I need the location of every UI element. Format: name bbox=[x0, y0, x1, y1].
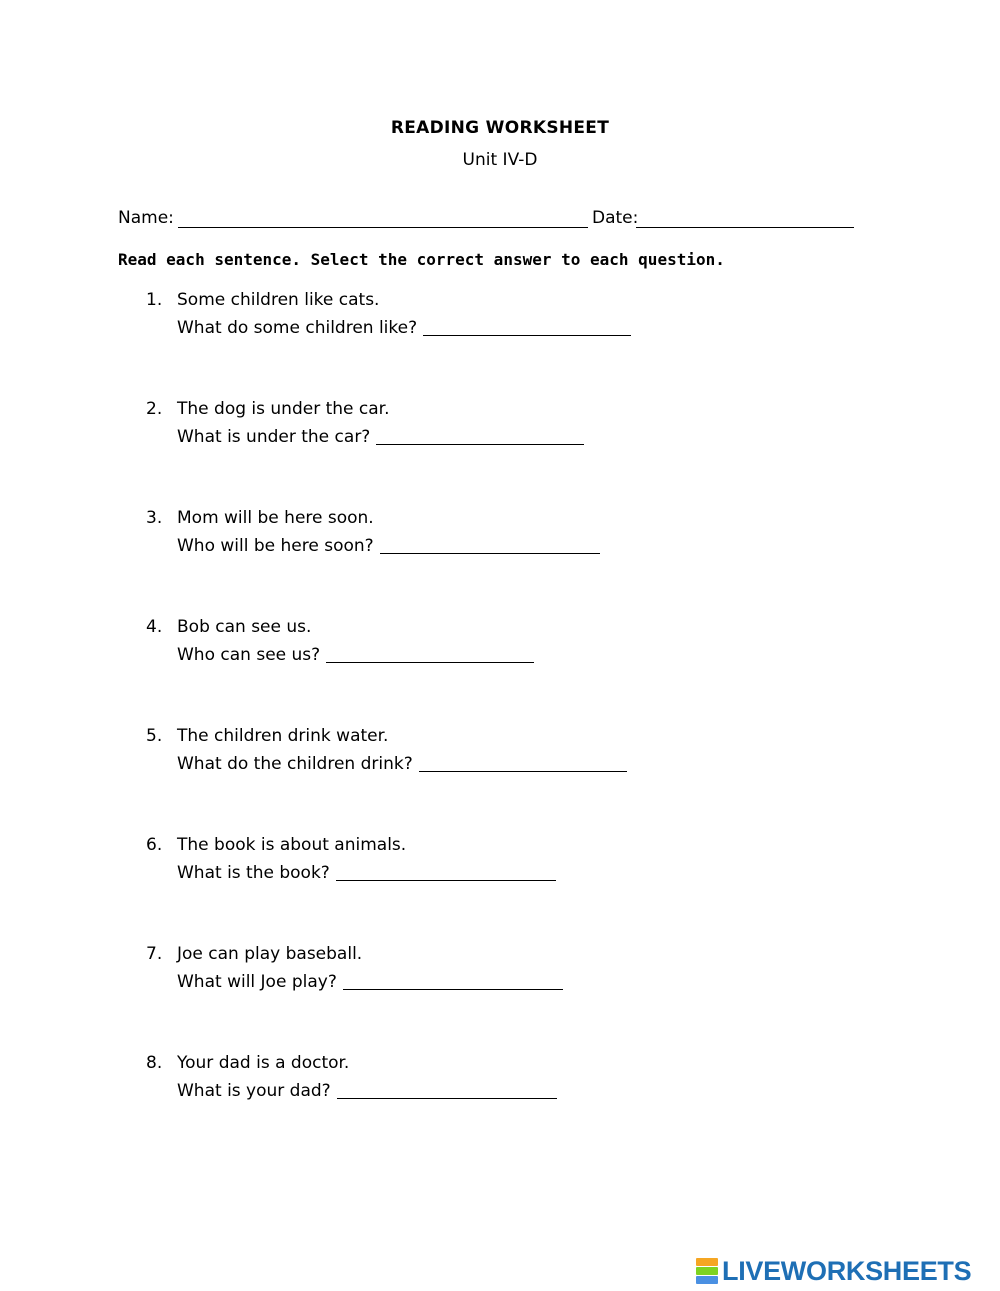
question-number: 5. bbox=[146, 726, 163, 746]
question-sentence: Mom will be here soon. bbox=[177, 508, 374, 528]
name-field[interactable] bbox=[178, 227, 588, 228]
question-number: 1. bbox=[146, 290, 163, 310]
question-text: What do some children like? bbox=[177, 318, 418, 338]
answer-field[interactable] bbox=[376, 426, 584, 445]
question-text: Who will be here soon? bbox=[177, 536, 374, 556]
question-number: 4. bbox=[146, 617, 163, 637]
question-sentence: Bob can see us. bbox=[177, 617, 312, 637]
question-text: What do the children drink? bbox=[177, 754, 413, 774]
question-number: 6. bbox=[146, 835, 163, 855]
question-item bbox=[146, 1053, 706, 1113]
question-text: What will Joe play? bbox=[177, 972, 337, 992]
question-item bbox=[146, 290, 706, 350]
question-item bbox=[146, 726, 706, 786]
question-sentence: The book is about animals. bbox=[177, 835, 407, 855]
logo-blocks-icon bbox=[696, 1258, 718, 1284]
logo-text: LIVEWORKSHEETS bbox=[722, 1255, 972, 1286]
answer-field[interactable] bbox=[380, 535, 600, 554]
question-row bbox=[177, 971, 563, 992]
question-sentence: Some children like cats. bbox=[177, 290, 380, 310]
worksheet-title: READING WORKSHEET bbox=[390, 118, 610, 138]
question-item bbox=[146, 399, 706, 459]
question-number: 8. bbox=[146, 1053, 163, 1073]
question-text: What is your dad? bbox=[177, 1081, 331, 1101]
name-label: Name: bbox=[118, 208, 174, 228]
question-sentence: The children drink water. bbox=[177, 726, 389, 746]
question-text: Who can see us? bbox=[177, 645, 321, 665]
question-row bbox=[177, 862, 556, 883]
question-sentence: Your dad is a doctor. bbox=[177, 1053, 350, 1073]
question-text: What is the book? bbox=[177, 863, 330, 883]
answer-field[interactable] bbox=[423, 317, 631, 336]
answer-field[interactable] bbox=[337, 1080, 557, 1099]
question-sentence: The dog is under the car. bbox=[177, 399, 390, 419]
answer-field[interactable] bbox=[419, 753, 627, 772]
question-sentence: Joe can play baseball. bbox=[177, 944, 363, 964]
question-text: What is under the car? bbox=[177, 427, 371, 447]
question-row bbox=[177, 426, 584, 447]
date-field[interactable] bbox=[636, 227, 854, 228]
question-row bbox=[177, 753, 627, 774]
date-label: Date: bbox=[592, 208, 639, 228]
instructions: Read each sentence. Select the correct answer to each question. bbox=[118, 250, 725, 269]
answer-field[interactable] bbox=[343, 971, 563, 990]
question-item bbox=[146, 617, 706, 677]
liveworksheets-logo bbox=[696, 1256, 971, 1286]
question-item bbox=[146, 508, 706, 568]
question-row bbox=[177, 535, 600, 556]
worksheet-subtitle: Unit IV-D bbox=[462, 150, 538, 170]
question-item bbox=[146, 835, 706, 895]
question-number: 7. bbox=[146, 944, 163, 964]
question-number: 3. bbox=[146, 508, 163, 528]
name-date-row bbox=[118, 206, 878, 234]
answer-field[interactable] bbox=[326, 644, 534, 663]
answer-field[interactable] bbox=[336, 862, 556, 881]
question-row bbox=[177, 1080, 557, 1101]
question-row bbox=[177, 644, 534, 665]
question-row bbox=[177, 317, 631, 338]
question-number: 2. bbox=[146, 399, 163, 419]
question-item bbox=[146, 944, 706, 1004]
